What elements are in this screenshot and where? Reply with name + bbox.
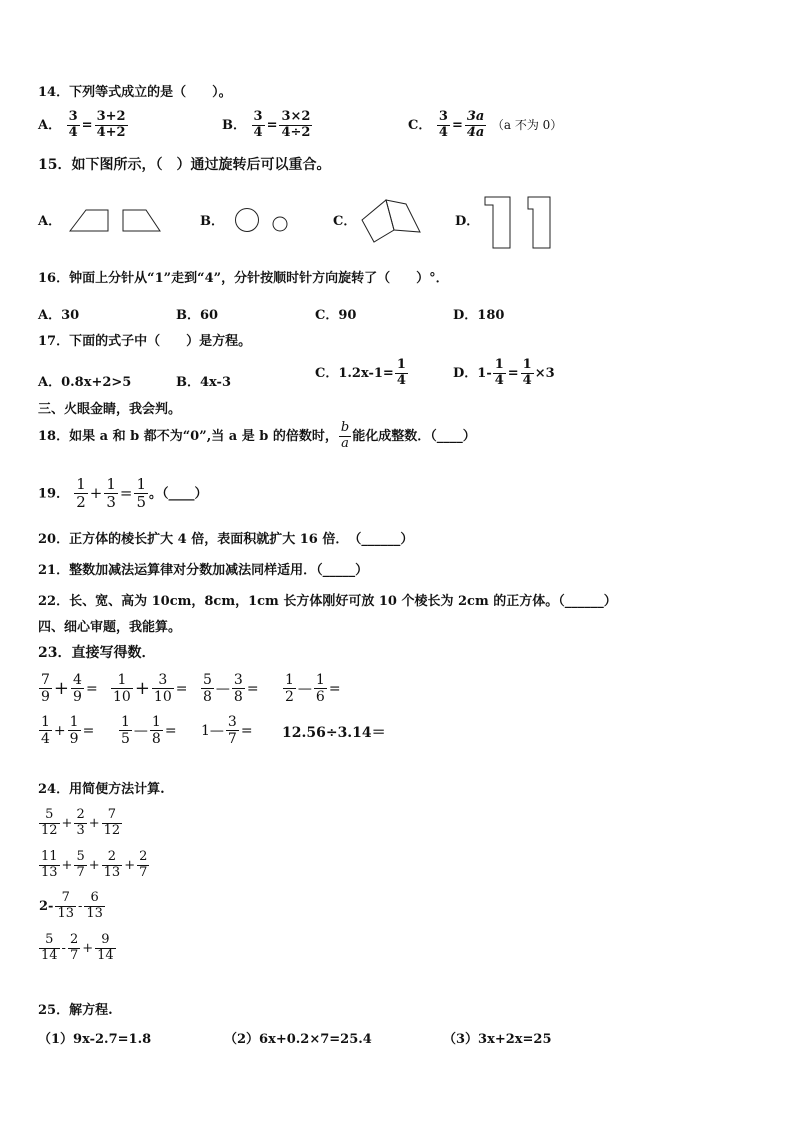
q25-part-2[interactable]: （2）6x+0.2×7=25.4 [224, 1032, 372, 1047]
fraction: $\frac{5}{12}$ [41, 807, 58, 838]
fraction: $\frac{1}{8}$ [151, 714, 161, 748]
fraction: $\frac{7}{13}$ [57, 890, 74, 921]
q24-row-4[interactable]: $\frac{5}{14}$ - $\frac{2}{7}$ + $\frac{9}{14}$ [41, 932, 114, 963]
fraction: $\frac{1}{3}$ [106, 475, 116, 512]
q23-expression-8[interactable]: 12.56÷3.14＝ [282, 725, 386, 741]
fraction: $\frac{3a}{4a}$ [466, 109, 485, 140]
q23-expression-7[interactable]: 1— $\frac{3}{7}$ = [201, 714, 253, 748]
q16-option-d[interactable]: D．180 [453, 308, 505, 323]
rotated-quadrilaterals-figure [358, 196, 424, 244]
q25-part-3[interactable]: （3）3x+2x=25 [443, 1032, 552, 1047]
fraction: $\frac{1}{6}$ [315, 672, 325, 706]
fraction: $\frac{2}{7}$ [139, 849, 148, 880]
fraction: $\frac{1}{9}$ [69, 714, 79, 748]
fraction: $\frac{3}{4}$ [253, 109, 263, 140]
section-4-heading: 四、细心审题，我能算。 [38, 620, 182, 635]
fraction: $\frac{6}{13}$ [86, 890, 103, 921]
fraction: $\frac{1}{2}$ [76, 475, 86, 512]
question-17-stem: 17．下面的式子中（ ）是方程。 [38, 334, 252, 349]
q15-option-a-label[interactable]: A． [38, 214, 62, 229]
question-15-stem: 15．如下图所示，（ ）通过旋转后可以重合。 [38, 157, 331, 173]
option-label: A． [38, 117, 62, 133]
section-3-heading: 三、火眼金睛，我会判。 [38, 402, 182, 417]
q23-expression-6[interactable]: $\frac{1}{5}$ — $\frac{1}{8}$ = [121, 714, 177, 748]
fraction: $\frac{b}{a}$ [340, 420, 350, 451]
q18-blank[interactable]: 能化成整数．（____） [352, 428, 476, 444]
q14-option-b[interactable]: B． $\frac{3}{4}$ = $\frac{3\times 2}{4\div 2}$ [222, 109, 311, 140]
q24-row-2[interactable]: $\frac{11}{13}$ + $\frac{5}{7}$ + $\frac{2}{13}$ + $\frac{2}{7}$ [41, 849, 148, 880]
q17-option-b[interactable]: B．4x-3 [176, 375, 231, 390]
q23-expression-5[interactable]: $\frac{1}{4}$ + $\frac{1}{9}$ = [41, 714, 95, 748]
question-25-stem: 25．解方程. [38, 1003, 113, 1018]
fraction: $\frac{3}{8}$ [233, 672, 243, 706]
question-20[interactable]: 20．正方体的棱长扩大 4 倍，表面积就扩大 16 倍． （______） [38, 532, 414, 547]
q15-option-c-label[interactable]: C． [333, 214, 357, 229]
q23-expression-1[interactable]: $\frac{7}{9}$ + $\frac{4}{9}$ = [41, 672, 98, 706]
option-label: C． [408, 117, 432, 133]
q23-expression-3[interactable]: $\frac{5}{8}$ — $\frac{3}{8}$ = [203, 672, 259, 706]
question-24-stem: 24．用简便方法计算. [38, 782, 165, 797]
fraction: $\frac{1}{5}$ [121, 714, 130, 748]
q24-row-3[interactable]: 2- $\frac{7}{13}$ - $\frac{6}{13}$ [39, 890, 103, 921]
fraction: $\frac{9}{14}$ [97, 932, 114, 963]
q25-part-1[interactable]: （1）9x-2.7=1.8 [38, 1032, 152, 1047]
q14-option-a[interactable]: A． $\frac{3}{4}$ = $\frac{3+2}{4+2}$ [38, 109, 126, 140]
q15-option-d-label[interactable]: D． [455, 214, 480, 229]
fraction: $\frac{3}{10}$ [153, 672, 172, 706]
q17-option-a[interactable]: A．0.8x+2>5 [38, 375, 132, 390]
fraction: $\frac{3}{4}$ [438, 109, 448, 140]
question-14-stem: 14．下列等式成立的是（ ）。 [38, 85, 232, 100]
fraction: $\frac{5}{8}$ [203, 672, 212, 706]
fraction: $\frac{1}{2}$ [285, 672, 294, 706]
option-label: B． [222, 117, 246, 133]
circle-pair-figure [234, 207, 294, 235]
q16-option-a[interactable]: A．30 [38, 308, 80, 323]
q17-option-d[interactable]: D．1- $\frac{1}{4}$ = $\frac{1}{4}$ ×3 [453, 357, 555, 388]
option-text: D．1- [453, 365, 492, 381]
fraction: $\frac{2}{13}$ [103, 849, 121, 880]
option-text: C．1.2x-1= [315, 365, 394, 381]
q18-text: 18．如果 a 和 b 都不为“0”,当 a 是 b 的倍数时， [38, 428, 338, 444]
fraction: $\frac{3\times 2}{4\div 2}$ [281, 109, 311, 140]
q16-option-b[interactable]: B．60 [176, 308, 219, 323]
q19-blank[interactable]: 。（____） [149, 486, 208, 502]
fraction: $\frac{3+2}{4+2}$ [96, 109, 126, 140]
fraction: $\frac{1}{4}$ [396, 357, 406, 388]
trapezoid-pair-figure [68, 208, 168, 234]
l-shape-pair-figure [484, 194, 554, 250]
fraction: $\frac{2}{7}$ [69, 932, 79, 963]
question-21[interactable]: 21．整数加减法运算律对分数加减法同样适用．（_____） [38, 563, 369, 578]
fraction: $\frac{1}{5}$ [136, 475, 147, 512]
q24-row-1[interactable]: $\frac{5}{12}$ + $\frac{2}{3}$ + $\frac{7}{12}$ [41, 807, 121, 838]
q14-option-c[interactable]: C． $\frac{3}{4}$ = $\frac{3a}{4a}$ （a 不为 0） [408, 109, 563, 140]
fraction: $\frac{1}{4}$ [522, 357, 532, 388]
fraction: $\frac{11}{13}$ [41, 849, 58, 880]
question-18 [38, 421, 476, 452]
fraction: $\frac{4}{9}$ [73, 672, 82, 706]
fraction: $\frac{1}{4}$ [41, 714, 50, 748]
question-19: 19． $\frac{1}{2}$ + $\frac{1}{3}$ = $\frac{1}{5}$ 。（____） [38, 475, 208, 512]
fraction: $\frac{3}{7}$ [227, 714, 237, 748]
fraction: $\frac{5}{14}$ [41, 932, 58, 963]
q17-option-c[interactable] [315, 358, 409, 389]
question-16-stem: 16．钟面上分针从“1”走到“4”，分针按顺时针方向旋转了（ ）°． [38, 271, 449, 286]
option-note: （a 不为 0） [491, 117, 563, 132]
q23-expression-2[interactable]: $\frac{1}{10}$ + $\frac{3}{10}$ = [113, 672, 188, 706]
fraction: $\frac{1}{10}$ [113, 672, 131, 706]
q16-option-c[interactable]: C．90 [315, 308, 357, 323]
option-text-tail: ×3 [534, 365, 555, 381]
q15-option-b-label[interactable]: B． [200, 214, 224, 229]
fraction: $\frac{5}{7}$ [76, 849, 85, 880]
q19-label: 19． [38, 486, 70, 502]
q23-expression-4[interactable]: $\frac{1}{2}$ — $\frac{1}{6}$ = [285, 672, 341, 706]
question-23-stem: 23．直接写得数． [38, 645, 156, 661]
fraction: $\frac{2}{3}$ [76, 807, 85, 838]
fraction: $\frac{1}{4}$ [494, 357, 504, 388]
fraction: $\frac{7}{12}$ [103, 807, 121, 838]
question-22[interactable]: 22．长、宽、高为 10cm，8cm，1cm 长方体刚好可放 10 个棱长为 2cm 的正方体。（______） [38, 594, 617, 609]
fraction: $\frac{3}{4}$ [68, 109, 78, 140]
fraction: $\frac{7}{9}$ [41, 672, 50, 706]
